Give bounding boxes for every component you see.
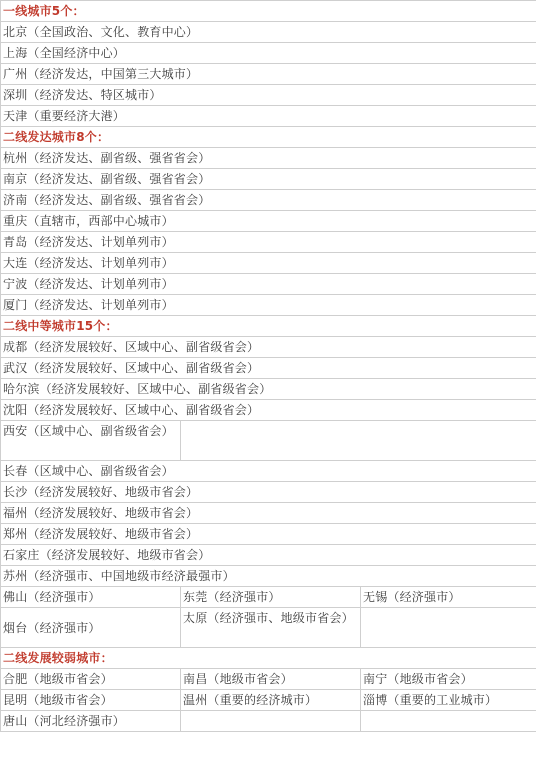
table-row bbox=[1, 253, 536, 274]
city-cell: 苏州（经济强市、中国地级市经济最强市） bbox=[1, 566, 536, 587]
city-cell: 武汉（经济发展较好、区域中心、副省级省会） bbox=[1, 358, 536, 379]
city-cell: 上海（全国经济中心） bbox=[1, 43, 536, 64]
city-cell: 济南（经济发达、副省级、强省省会） bbox=[1, 190, 536, 211]
city-cell: 温州（重要的经济城市） bbox=[181, 690, 361, 711]
table-row bbox=[1, 524, 536, 545]
city-cell: 福州（经济发展较好、地级市省会） bbox=[1, 503, 536, 524]
city-cell: 宁波（经济发达、计划单列市） bbox=[1, 274, 536, 295]
section-header: 二线发展较弱城市： bbox=[1, 648, 536, 669]
table-row bbox=[1, 358, 536, 379]
table-row bbox=[1, 711, 536, 732]
city-cell: 大连（经济发达、计划单列市） bbox=[1, 253, 536, 274]
table-row bbox=[1, 190, 536, 211]
city-cell: 沈阳（经济发展较好、区域中心、副省级省会） bbox=[1, 400, 536, 421]
city-cell: 重庆（直辖市，西部中心城市） bbox=[1, 211, 536, 232]
city-cell: 无锡（经济强市） bbox=[361, 587, 536, 608]
table-row bbox=[1, 482, 536, 503]
table-row bbox=[1, 337, 536, 358]
city-cell: 天津（重要经济大港） bbox=[1, 106, 536, 127]
table-row bbox=[1, 690, 536, 711]
table-row bbox=[1, 461, 536, 482]
table-row bbox=[1, 503, 536, 524]
section-header: 二线中等城市15个： bbox=[1, 316, 536, 337]
city-cell: 郑州（经济发展较好、地级市省会） bbox=[1, 524, 536, 545]
empty-cell bbox=[181, 711, 361, 732]
city-cell: 广州（经济发达，中国第三大城市） bbox=[1, 64, 536, 85]
city-cell: 成都（经济发展较好、区域中心、副省级省会） bbox=[1, 337, 536, 358]
empty-cell bbox=[361, 711, 536, 732]
section-header-row bbox=[1, 127, 536, 148]
city-cell: 昆明（地级市省会） bbox=[1, 690, 181, 711]
city-cell: 佛山（经济强市） bbox=[1, 587, 181, 608]
table-row bbox=[1, 232, 536, 253]
section-header-row bbox=[1, 1, 536, 22]
city-cell: 杭州（经济发达、副省级、强省省会） bbox=[1, 148, 536, 169]
city-cell: 东莞（经济强市） bbox=[181, 587, 361, 608]
table-row bbox=[1, 106, 536, 127]
table-row bbox=[1, 274, 536, 295]
section-header: 一线城市5个： bbox=[1, 1, 536, 22]
table-row bbox=[1, 169, 536, 190]
section-header-row bbox=[1, 648, 536, 669]
table-row bbox=[1, 22, 536, 43]
empty-cell bbox=[181, 421, 536, 461]
section-header: 二线发达城市8个： bbox=[1, 127, 536, 148]
city-cell: 烟台（经济强市） bbox=[1, 608, 181, 648]
city-cell: 合肥（地级市省会） bbox=[1, 669, 181, 690]
city-cell: 淄博（重要的工业城市） bbox=[361, 690, 536, 711]
city-cell: 深圳（经济发达、特区城市） bbox=[1, 85, 536, 106]
city-cell: 长沙（经济发展较好、地级市省会） bbox=[1, 482, 536, 503]
table-row bbox=[1, 608, 536, 648]
city-cell: 长春（区域中心、副省级省会） bbox=[1, 461, 536, 482]
table-row bbox=[1, 43, 536, 64]
table-row bbox=[1, 421, 536, 461]
table-row bbox=[1, 64, 536, 85]
city-cell: 西安（区域中心、副省级省会） bbox=[1, 421, 181, 461]
city-cell: 太原（经济强市、地级市省会） bbox=[181, 608, 361, 648]
section-header-row bbox=[1, 316, 536, 337]
city-cell: 南宁（地级市省会） bbox=[361, 669, 536, 690]
city-cell: 南京（经济发达、副省级、强省省会） bbox=[1, 169, 536, 190]
city-cell: 南昌（地级市省会） bbox=[181, 669, 361, 690]
table-row bbox=[1, 379, 536, 400]
table-row bbox=[1, 85, 536, 106]
table-row bbox=[1, 211, 536, 232]
city-cell: 石家庄（经济发展较好、地级市省会） bbox=[1, 545, 536, 566]
table-row bbox=[1, 669, 536, 690]
city-cell: 北京（全国政治、文化、教育中心） bbox=[1, 22, 536, 43]
city-cell: 唐山（河北经济强市） bbox=[1, 711, 181, 732]
city-cell: 青岛（经济发达、计划单列市） bbox=[1, 232, 536, 253]
table-row bbox=[1, 295, 536, 316]
table-row bbox=[1, 587, 536, 608]
table-row bbox=[1, 566, 536, 587]
empty-cell bbox=[361, 608, 536, 648]
city-cell: 厦门（经济发达、计划单列市） bbox=[1, 295, 536, 316]
table-row bbox=[1, 148, 536, 169]
city-cell: 哈尔滨（经济发展较好、区域中心、副省级省会） bbox=[1, 379, 536, 400]
table-row bbox=[1, 400, 536, 421]
table-row bbox=[1, 545, 536, 566]
